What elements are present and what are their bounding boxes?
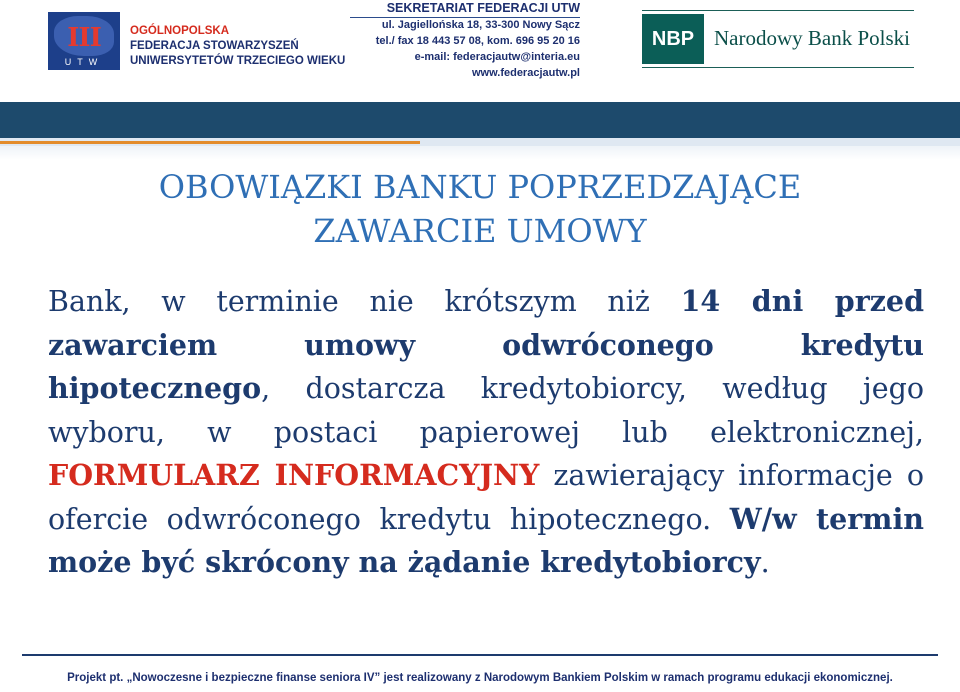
secretariat-email: e-mail: federacjautw@interia.eu — [414, 51, 580, 63]
secretariat-www: www.federacjautw.pl — [472, 67, 580, 79]
secretariat-info — [340, 0, 580, 81]
org-name-line1: OGÓLNOPOLSKA — [130, 25, 230, 37]
header-band-fade — [0, 146, 960, 160]
slide-title-line1: OBOWIĄZKI BANKU POPRZEDZAJĄCE — [158, 168, 802, 206]
org-name — [130, 24, 345, 69]
secretariat-phone: tel./ fax 18 443 57 08, kom. 696 95 20 16 — [375, 35, 580, 47]
slide-title — [60, 165, 900, 253]
nbp-bottom-divider — [642, 67, 914, 68]
org-name-line3: UNIWERSYTETÓW TRZECIEGO WIEKU — [130, 55, 346, 67]
header-band-accent — [0, 141, 420, 144]
nbp-top-divider — [642, 10, 914, 11]
body-text-3: zawierający informacje o ofercie odwróconego kredytu hipotecznego. — [48, 459, 924, 536]
secretariat-divider — [350, 17, 580, 18]
utw-logo — [48, 12, 120, 70]
body-bold-deadline: 14 dni przed zawarciem umowy odwróconego kredytu hipotecznego — [48, 284, 924, 405]
body-form-name: FORMULARZ INFORMACYJNY — [48, 458, 540, 492]
body-bold-shortening: W/w termin może być skrócony na żądanie kredytobiorcy — [48, 501, 925, 579]
body-text-2: , dostarcza kredytobiorcy, według jego wyboru, w postaci papierowej lub elektronicznej, — [48, 372, 924, 449]
nbp-name: Narodowy Bank Polski — [714, 26, 910, 50]
body-text-1: Bank, w terminie nie krótszym niż — [48, 285, 681, 318]
org-name-line2: FEDERACJA STOWARZYSZEŃ — [130, 40, 299, 52]
body-text-4: . — [760, 546, 770, 579]
slide-title-line2: ZAWARCIE UMOWY — [313, 212, 647, 250]
nbp-logo: NBP — [642, 14, 704, 64]
utw-logo-sub: UTW — [64, 57, 104, 67]
header-band — [0, 102, 960, 138]
utw-logo-roman: III — [67, 23, 101, 53]
body-paragraph — [48, 280, 924, 585]
footer-text: Projekt pt. „Nowoczesne i bezpieczne finanse seniora IV” jest realizowany z Narodowym Bankiem Polskim w ramach programu edukacji ekonomicznej. — [67, 672, 893, 684]
secretariat-title: SEKRETARIAT FEDERACJI UTW — [386, 1, 580, 15]
header — [0, 0, 960, 100]
secretariat-address: ul. Jagiellońska 18, 33-300 Nowy Sącz — [381, 19, 580, 31]
footer-divider — [22, 654, 938, 656]
